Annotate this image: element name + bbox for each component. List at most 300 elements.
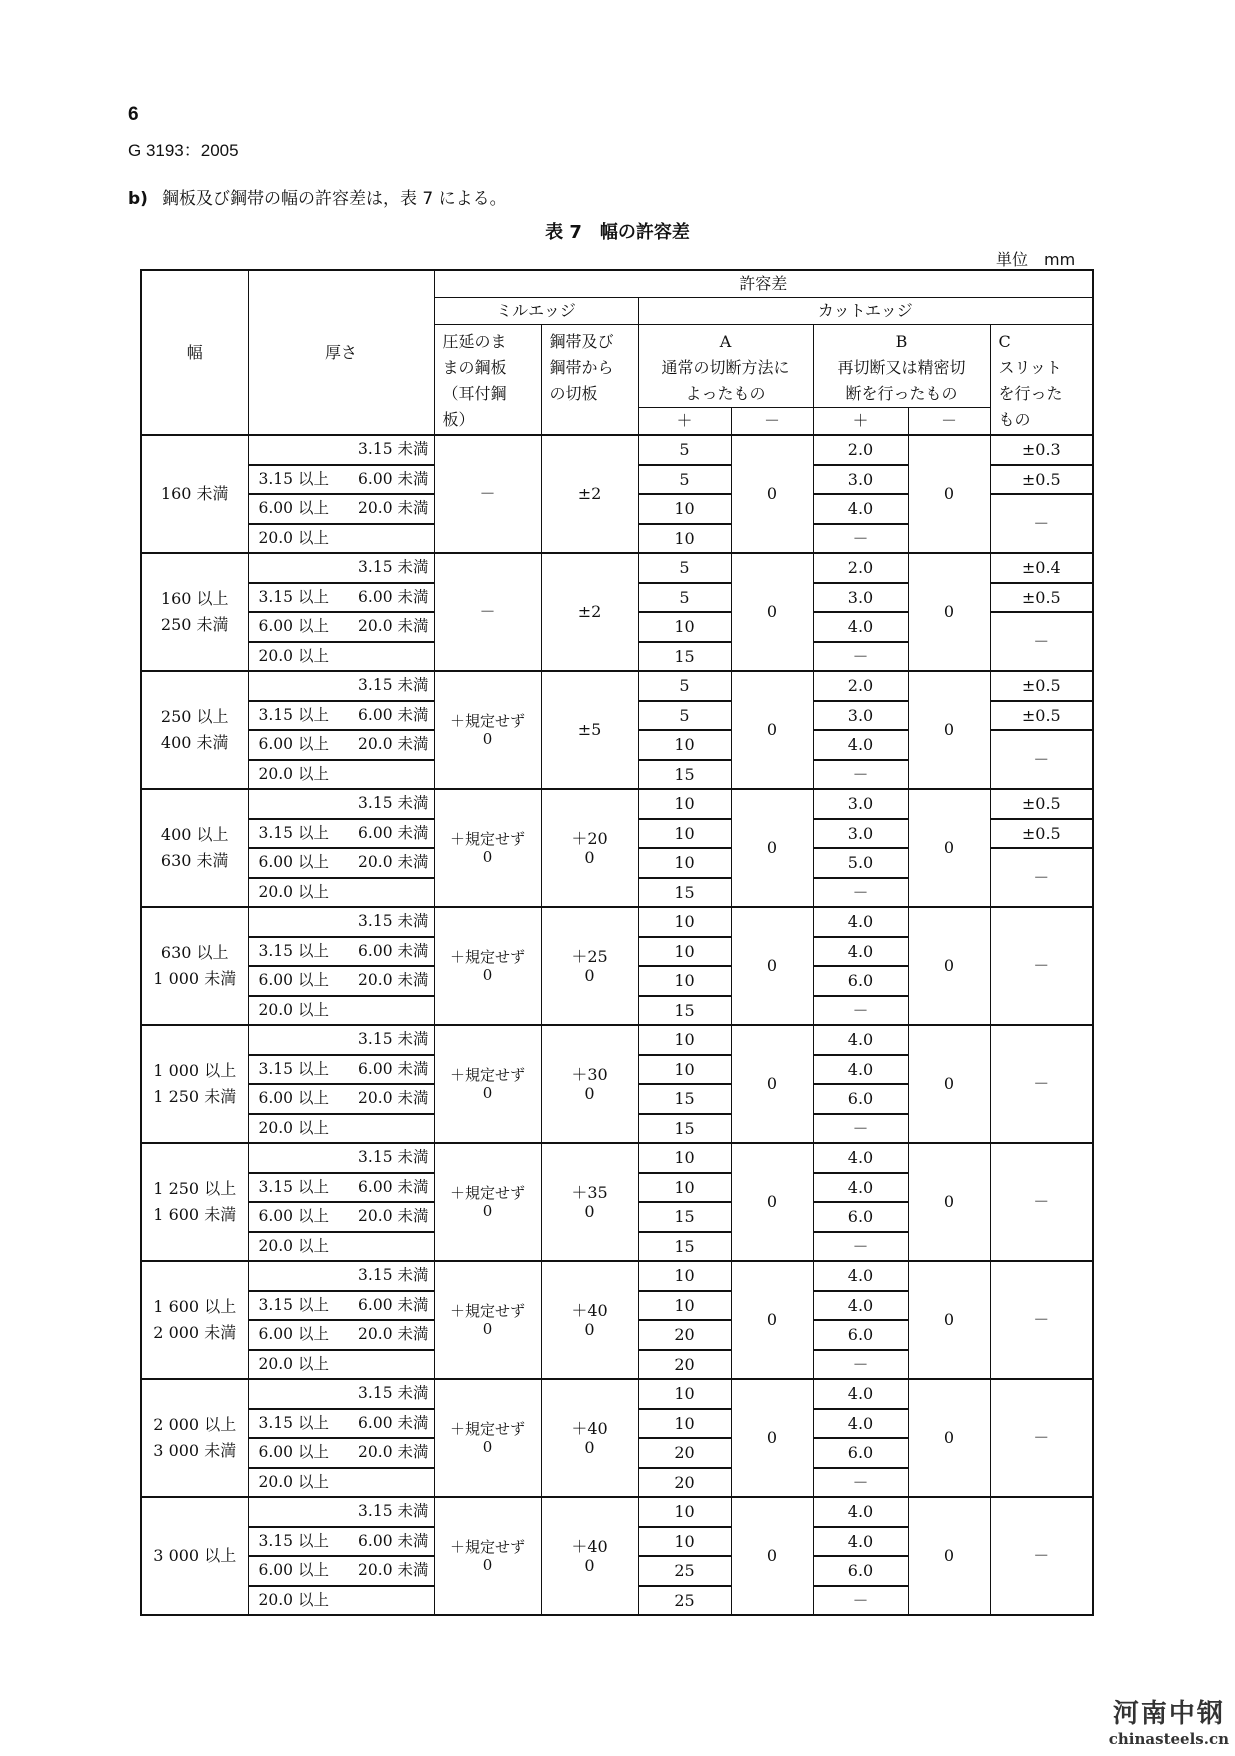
thickness-from: 6.00 以上 (258, 735, 329, 754)
thickness-from: 6.00 以上 (258, 1089, 329, 1108)
mill-plate-plus: ＋規定せず (449, 712, 525, 730)
cell-line: 400 未満 (160, 733, 229, 752)
cut-b-minus-cell: 0 (908, 1379, 990, 1497)
table-row (141, 1143, 1093, 1173)
cell-line: 0 (584, 1084, 595, 1103)
width-range-cell (141, 435, 248, 553)
thickness-from: 20.0 以上 (258, 1236, 329, 1255)
cut-c-cell: － (990, 1143, 1093, 1261)
cut-a-plus-cell: 15 (638, 1084, 731, 1114)
thickness-from: 20.0 以上 (258, 646, 329, 665)
cut-b-plus-cell: 4.0 (813, 1291, 908, 1321)
thickness-to: 3.15 未満 (358, 676, 429, 695)
thickness-from: 3.15 以上 (258, 469, 329, 488)
cut-a-plus-cell: 5 (638, 583, 731, 613)
header-cut-c (990, 325, 1093, 436)
thickness-to: 20.0 未満 (358, 1207, 429, 1226)
thickness-to: 6.00 未満 (358, 1413, 429, 1432)
cell-line: 630 以上 (160, 943, 229, 962)
cut-a-plus-cell: 5 (638, 435, 731, 465)
table-row (141, 789, 1093, 819)
thickness-from: 6.00 以上 (258, 1207, 329, 1226)
cut-a-plus-cell: 10 (638, 966, 731, 996)
cut-a-minus-cell: 0 (731, 1025, 813, 1143)
cut-a-minus-cell: 0 (731, 1261, 813, 1379)
thickness-from: 3.15 以上 (258, 823, 329, 842)
cut-b-minus-cell: 0 (908, 553, 990, 671)
cut-a-plus-cell: 25 (638, 1586, 731, 1616)
thickness-cell (248, 1586, 434, 1616)
cut-a-plus-cell: 20 (638, 1468, 731, 1498)
thickness-to: 20.0 未満 (358, 853, 429, 872)
cell-line: の切板 (549, 384, 598, 403)
thickness-to: 20.0 未満 (358, 617, 429, 636)
thickness-to: 6.00 未満 (358, 587, 429, 606)
cut-c-cell: － (990, 1379, 1093, 1497)
thickness-cell (248, 435, 434, 465)
mill-plate-plus: ＋規定せず (449, 1538, 525, 1556)
cut-a-plus-cell: 10 (638, 1055, 731, 1085)
thickness-from: 3.15 以上 (258, 587, 329, 606)
thickness-from: 6.00 以上 (258, 617, 329, 636)
mill-plate-plus: ＋規定せず (449, 1302, 525, 1320)
mill-plate-tolerance (434, 907, 541, 1025)
thickness-cell (248, 494, 434, 524)
cut-a-plus-cell: 15 (638, 996, 731, 1026)
cut-b-minus-cell: 0 (908, 671, 990, 789)
thickness-cell (248, 1055, 434, 1085)
cell-line: 0 (584, 966, 595, 985)
thickness-to: 3.15 未満 (358, 1266, 429, 1285)
cut-a-plus-cell: 15 (638, 1232, 731, 1262)
cut-b-plus-cell: 4.0 (813, 494, 908, 524)
cut-b-plus-cell: 4.0 (813, 612, 908, 642)
mill-strip-tolerance (541, 1025, 638, 1143)
cut-b-plus-cell: － (813, 1114, 908, 1144)
thickness-cell (248, 1261, 434, 1291)
table-row (141, 1379, 1093, 1409)
header-mill-a (434, 325, 541, 436)
cut-a-plus-cell: 10 (638, 1379, 731, 1409)
cut-b-plus-cell: 6.0 (813, 1438, 908, 1468)
cell-line: 通常の切断方法に (661, 358, 790, 377)
cut-a-plus-cell: 5 (638, 553, 731, 583)
cell-line: （耳付鋼 (442, 384, 507, 403)
cell-line: ±5 (577, 720, 602, 740)
thickness-cell (248, 1438, 434, 1468)
thickness-cell (248, 730, 434, 760)
table-row (141, 671, 1093, 701)
cut-a-plus-cell: 10 (638, 494, 731, 524)
cut-a-plus-cell: 10 (638, 524, 731, 554)
mill-plate-plus: ＋規定せず (449, 1184, 525, 1202)
cut-b-minus-cell: 0 (908, 789, 990, 907)
thickness-to: 3.15 未満 (358, 440, 429, 459)
cut-b-plus-cell: 6.0 (813, 1084, 908, 1114)
cut-c-cell: － (990, 1497, 1093, 1615)
table-row (141, 435, 1093, 465)
header-cut-a-plus: ＋ (638, 408, 731, 436)
cut-c-cell: ±0.4 (990, 553, 1093, 583)
cut-a-plus-cell: 10 (638, 1261, 731, 1291)
width-range-cell (141, 671, 248, 789)
thickness-cell (248, 996, 434, 1026)
cut-b-plus-cell: － (813, 1232, 908, 1262)
cut-b-minus-cell: 0 (908, 907, 990, 1025)
thickness-cell (248, 907, 434, 937)
cut-b-plus-cell: － (813, 642, 908, 672)
cut-b-plus-cell: 6.0 (813, 1556, 908, 1586)
header-cut-edge: カットエッジ (638, 298, 1093, 325)
cut-b-plus-cell: 2.0 (813, 553, 908, 583)
cut-a-plus-cell: 10 (638, 848, 731, 878)
thickness-to: 20.0 未満 (358, 1443, 429, 1462)
header-tolerance: 許容差 (434, 270, 1093, 298)
thickness-cell (248, 1556, 434, 1586)
cell-line: 1 250 以上 (153, 1179, 237, 1198)
table-row (141, 1025, 1093, 1055)
cut-b-plus-cell: － (813, 878, 908, 908)
cut-a-plus-cell: 10 (638, 1173, 731, 1203)
thickness-to: 20.0 未満 (358, 1089, 429, 1108)
watermark-url: chinasteels.cn (1108, 1730, 1229, 1748)
cut-c-cell: ±0.5 (990, 819, 1093, 849)
thickness-to: 3.15 未満 (358, 1148, 429, 1167)
cut-a-plus-cell: 20 (638, 1350, 731, 1380)
thickness-from: 20.0 以上 (258, 764, 329, 783)
thickness-cell (248, 789, 434, 819)
cell-line: 2 000 未満 (153, 1323, 237, 1342)
cut-b-plus-cell: 4.0 (813, 1379, 908, 1409)
thickness-to: 3.15 未満 (358, 1030, 429, 1049)
thickness-cell (248, 1143, 434, 1173)
header-mill-b (541, 325, 638, 436)
cut-a-plus-cell: 10 (638, 1409, 731, 1439)
thickness-to: 3.15 未満 (358, 1502, 429, 1521)
cut-b-plus-cell: 3.0 (813, 583, 908, 613)
cell-line: 鋼帯から (549, 358, 614, 377)
cut-b-plus-cell: 4.0 (813, 1409, 908, 1439)
cut-c-cell: － (990, 1261, 1093, 1379)
thickness-from: 6.00 以上 (258, 1325, 329, 1344)
mill-strip-tolerance (541, 1497, 638, 1615)
cut-c-cell: － (990, 494, 1093, 553)
cell-line: 1 600 以上 (153, 1297, 237, 1316)
header-cut-b-minus: － (908, 408, 990, 436)
cut-b-plus-cell: － (813, 524, 908, 554)
cut-b-plus-cell: 4.0 (813, 1025, 908, 1055)
width-range-cell (141, 1025, 248, 1143)
cut-b-plus-cell: － (813, 1586, 908, 1616)
cut-b-plus-cell: － (813, 996, 908, 1026)
cut-b-plus-cell: － (813, 1468, 908, 1498)
width-range-cell (141, 1497, 248, 1615)
cut-a-minus-cell: 0 (731, 671, 813, 789)
cell-line: ＋35 (571, 1182, 608, 1202)
cut-b-plus-cell: 6.0 (813, 1202, 908, 1232)
cut-a-plus-cell: 10 (638, 937, 731, 967)
cut-a-plus-cell: 10 (638, 819, 731, 849)
watermark (1109, 1693, 1229, 1748)
thickness-cell (248, 1320, 434, 1350)
thickness-cell (248, 1202, 434, 1232)
cell-line: 1 250 未満 (153, 1087, 237, 1106)
page-number: 6 (128, 104, 139, 125)
thickness-from: 6.00 以上 (258, 971, 329, 990)
thickness-to: 6.00 未満 (358, 1177, 429, 1196)
cut-b-plus-cell: 4.0 (813, 1261, 908, 1291)
mill-plate-minus: 0 (482, 1438, 493, 1456)
cut-b-plus-cell: 4.0 (813, 1055, 908, 1085)
cell-line: 1 000 未満 (153, 969, 237, 988)
cut-a-plus-cell: 15 (638, 1202, 731, 1232)
mill-plate-minus: 0 (482, 966, 493, 984)
thickness-from: 3.15 以上 (258, 1295, 329, 1314)
width-tolerance-table (140, 269, 1094, 1616)
thickness-cell (248, 819, 434, 849)
thickness-from: 6.00 以上 (258, 1443, 329, 1462)
cell-line: 再切断又は精密切 (837, 358, 966, 377)
mill-plate-minus: 0 (482, 1556, 493, 1574)
cut-c-cell: ±0.5 (990, 671, 1093, 701)
thickness-from: 3.15 以上 (258, 1531, 329, 1550)
thickness-from: 20.0 以上 (258, 882, 329, 901)
mill-plate-tolerance (434, 1025, 541, 1143)
cut-b-plus-cell: 6.0 (813, 966, 908, 996)
thickness-cell (248, 524, 434, 554)
mill-plate-tolerance (434, 1261, 541, 1379)
watermark-logo-text: 河南中钢 (1112, 1699, 1225, 1729)
cut-b-minus-cell: 0 (908, 435, 990, 553)
thickness-to: 3.15 未満 (358, 912, 429, 931)
cut-a-plus-cell: 10 (638, 789, 731, 819)
thickness-cell (248, 1173, 434, 1203)
cut-c-cell: － (990, 848, 1093, 907)
cell-line: 1 000 以上 (153, 1061, 237, 1080)
thickness-from: 20.0 以上 (258, 1590, 329, 1609)
thickness-cell (248, 1025, 434, 1055)
cut-a-plus-cell: 15 (638, 1114, 731, 1144)
thickness-cell (248, 583, 434, 613)
cell-line: B (895, 332, 908, 351)
thickness-cell (248, 760, 434, 790)
cell-line: 板） (442, 410, 475, 429)
cell-line: 断を行ったもの (845, 384, 958, 403)
cut-a-minus-cell: 0 (731, 907, 813, 1025)
thickness-cell (248, 1114, 434, 1144)
width-range-cell (141, 1261, 248, 1379)
cell-line: 400 以上 (160, 825, 229, 844)
cut-a-minus-cell: 0 (731, 1379, 813, 1497)
cell-line: 1 600 未満 (153, 1205, 237, 1224)
mill-strip-tolerance (541, 1261, 638, 1379)
cell-line: 圧延のま (442, 332, 507, 351)
mill-plate-tolerance: － (434, 553, 541, 671)
thickness-to: 20.0 未満 (358, 499, 429, 518)
thickness-cell (248, 671, 434, 701)
cut-b-plus-cell: 4.0 (813, 1143, 908, 1173)
thickness-to: 6.00 未満 (358, 1531, 429, 1550)
cut-b-plus-cell: 5.0 (813, 848, 908, 878)
thickness-cell (248, 1232, 434, 1262)
cell-line: 0 (584, 1438, 595, 1457)
header-cut-b-plus: ＋ (813, 408, 908, 436)
cut-a-plus-cell: 20 (638, 1438, 731, 1468)
mill-plate-minus: 0 (482, 1202, 493, 1220)
cell-line: 2 000 以上 (153, 1415, 237, 1434)
width-range-cell (141, 1379, 248, 1497)
cut-a-plus-cell: 25 (638, 1556, 731, 1586)
mill-plate-plus: ＋規定せず (449, 1420, 525, 1438)
cut-b-minus-cell: 0 (908, 1261, 990, 1379)
cut-c-cell: ±0.5 (990, 465, 1093, 495)
cell-line: C (998, 332, 1011, 351)
mill-strip-tolerance (541, 435, 638, 553)
cell-line: 0 (584, 1320, 595, 1339)
thickness-from: 20.0 以上 (258, 1000, 329, 1019)
cut-b-plus-cell: 4.0 (813, 1173, 908, 1203)
thickness-cell (248, 1527, 434, 1557)
table-row (141, 1497, 1093, 1527)
thickness-to: 20.0 未満 (358, 1561, 429, 1580)
header-width: 幅 (141, 270, 248, 435)
thickness-cell (248, 1497, 434, 1527)
cell-line: ＋30 (571, 1064, 608, 1084)
table-row (141, 1261, 1093, 1291)
intro-paragraph (128, 184, 507, 209)
cut-b-plus-cell: 3.0 (813, 465, 908, 495)
thickness-cell (248, 701, 434, 731)
thickness-from: 20.0 以上 (258, 528, 329, 547)
cut-b-plus-cell: 4.0 (813, 937, 908, 967)
thickness-from: 20.0 以上 (258, 1472, 329, 1491)
thickness-cell (248, 1468, 434, 1498)
thickness-to: 6.00 未満 (358, 1059, 429, 1078)
cut-c-cell: ±0.5 (990, 583, 1093, 613)
cut-a-plus-cell: 10 (638, 1497, 731, 1527)
thickness-from: 20.0 以上 (258, 1118, 329, 1137)
cell-line: 0 (584, 1202, 595, 1221)
cut-a-plus-cell: 15 (638, 760, 731, 790)
mill-plate-tolerance (434, 671, 541, 789)
thickness-from: 3.15 以上 (258, 941, 329, 960)
thickness-to: 6.00 未満 (358, 705, 429, 724)
cut-b-plus-cell: 3.0 (813, 819, 908, 849)
mill-plate-tolerance: － (434, 435, 541, 553)
thickness-cell (248, 878, 434, 908)
thickness-to: 20.0 未満 (358, 1325, 429, 1344)
thickness-cell (248, 937, 434, 967)
cut-a-plus-cell: 20 (638, 1320, 731, 1350)
thickness-cell (248, 642, 434, 672)
cut-a-minus-cell: 0 (731, 789, 813, 907)
width-range-cell (141, 1143, 248, 1261)
cell-line: 160 以上 (160, 589, 229, 608)
cut-a-minus-cell: 0 (731, 553, 813, 671)
cell-line: 3 000 以上 (153, 1546, 237, 1565)
cell-line: ＋25 (571, 946, 608, 966)
thickness-to: 6.00 未満 (358, 823, 429, 842)
cell-line: もの (998, 410, 1031, 429)
cut-b-plus-cell: 4.0 (813, 907, 908, 937)
thickness-to: 6.00 未満 (358, 941, 429, 960)
cut-a-plus-cell: 10 (638, 730, 731, 760)
cell-line: 250 以上 (160, 707, 229, 726)
mill-strip-tolerance (541, 1143, 638, 1261)
cut-a-plus-cell: 5 (638, 701, 731, 731)
cut-b-plus-cell: － (813, 760, 908, 790)
table-caption: 表 7 幅の許容差 (545, 222, 690, 243)
cut-c-cell: － (990, 730, 1093, 789)
cut-b-minus-cell: 0 (908, 1025, 990, 1143)
cut-a-plus-cell: 10 (638, 612, 731, 642)
thickness-cell (248, 1379, 434, 1409)
cut-a-plus-cell: 10 (638, 1291, 731, 1321)
cell-line: 630 未満 (160, 851, 229, 870)
cut-c-cell: ±0.5 (990, 789, 1093, 819)
mill-plate-tolerance (434, 1379, 541, 1497)
width-range-cell (141, 907, 248, 1025)
thickness-to: 20.0 未満 (358, 971, 429, 990)
header-cut-a-minus: － (731, 408, 813, 436)
cell-line: 鋼帯及び (549, 332, 614, 351)
thickness-to: 6.00 未満 (358, 469, 429, 488)
cell-line: を行った (998, 384, 1063, 403)
mill-plate-minus: 0 (482, 1084, 493, 1102)
mill-plate-plus: ＋規定せず (449, 948, 525, 966)
cut-a-minus-cell: 0 (731, 435, 813, 553)
thickness-to: 3.15 未満 (358, 794, 429, 813)
width-range-cell (141, 553, 248, 671)
cut-a-plus-cell: 15 (638, 642, 731, 672)
cut-a-plus-cell: 10 (638, 907, 731, 937)
cut-a-plus-cell: 10 (638, 1143, 731, 1173)
cut-a-plus-cell: 5 (638, 671, 731, 701)
cut-b-plus-cell: 2.0 (813, 671, 908, 701)
thickness-from: 20.0 以上 (258, 1354, 329, 1373)
cut-a-minus-cell: 0 (731, 1497, 813, 1615)
thickness-from: 3.15 以上 (258, 1413, 329, 1432)
thickness-cell (248, 966, 434, 996)
thickness-from: 6.00 以上 (258, 499, 329, 518)
mill-plate-minus: 0 (482, 1320, 493, 1338)
cell-line: スリット (998, 358, 1062, 377)
cut-c-cell: － (990, 1025, 1093, 1143)
thickness-cell (248, 1350, 434, 1380)
header-cut-a (638, 325, 813, 408)
mill-plate-minus: 0 (482, 848, 493, 866)
thickness-to: 3.15 未満 (358, 558, 429, 577)
cell-line: ±2 (577, 484, 602, 504)
table-row (141, 553, 1093, 583)
cut-b-minus-cell: 0 (908, 1143, 990, 1261)
cell-line: ＋40 (571, 1536, 608, 1556)
cut-a-minus-cell: 0 (731, 1143, 813, 1261)
cell-line: ＋40 (571, 1300, 608, 1320)
width-range-cell (141, 789, 248, 907)
cut-a-plus-cell: 15 (638, 878, 731, 908)
cut-b-plus-cell: 4.0 (813, 1497, 908, 1527)
thickness-to: 3.15 未満 (358, 1384, 429, 1403)
thickness-cell (248, 848, 434, 878)
mill-plate-tolerance (434, 1143, 541, 1261)
mill-plate-tolerance (434, 789, 541, 907)
header-thickness: 厚さ (248, 270, 434, 435)
cut-c-cell: － (990, 612, 1093, 671)
cell-line: A (719, 332, 732, 351)
cut-b-plus-cell: － (813, 1350, 908, 1380)
cut-a-plus-cell: 10 (638, 1025, 731, 1055)
